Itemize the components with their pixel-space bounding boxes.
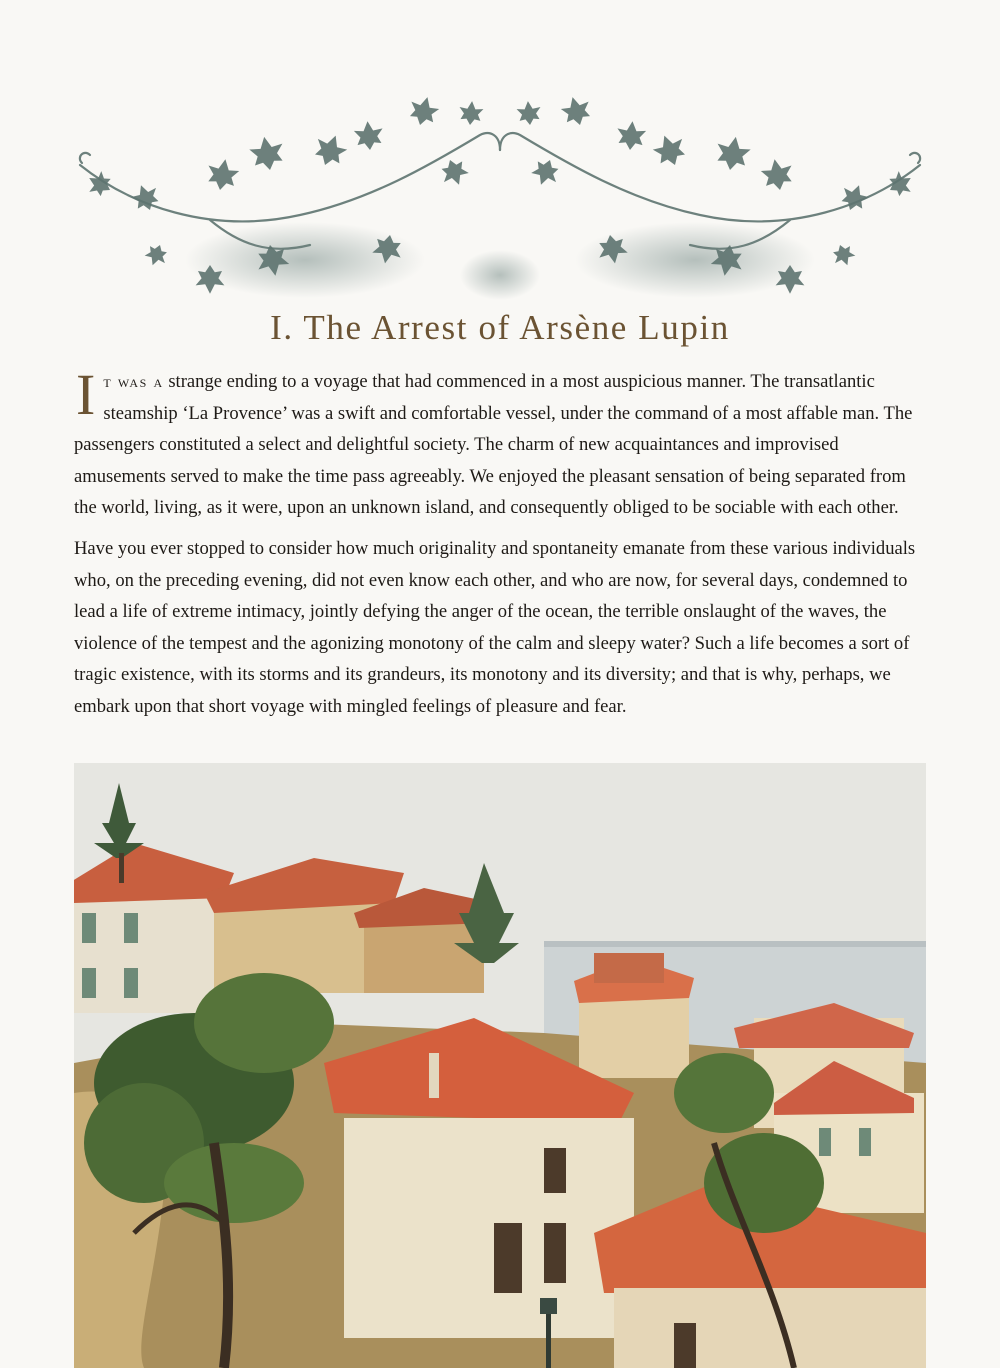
chapter-title: I. The Arrest of Arsène Lupin <box>270 308 730 347</box>
lead-in-smallcaps: t was a <box>103 372 164 391</box>
chapter-body <box>74 362 926 732</box>
village-painting <box>74 763 926 1368</box>
paragraph-1-text: strange ending to a voyage that had commenced in a most auspicious manner. The transatlantic steamship ‘La Provence’ was a swift and comfortable vessel, under the command of a most affable man. The passengers constituted a select and delightful society. The charm of new acquaintances and improvised amusements served to make the time pass agreeably. We enjoyed the pleasant sensation of being separated from the world, living, as it were, upon an unknown island, and consequently obliged to be sociable with each other. <box>74 371 913 519</box>
ivy-vine-ornament-icon <box>70 95 930 310</box>
paragraph-1 <box>74 362 926 524</box>
drop-cap: I <box>76 362 96 427</box>
paragraph-2: Have you ever stopped to consider how much originality and spontaneity emanate from these various individuals who, on the preceding evening, did not even know each other, and who are now, for several days, condemned to lead a life of extreme intimacy, jointly defying the anger of the ocean, the terrible onslaught of the waves, the violence of the tempest and the agonizing monotony of the calm and sleepy water? Such a life becomes a sort of tragic existence, with its storms and its grandeurs, its monotony and its diversity; and that is why, perhaps, we embark upon that short voyage with mingled feelings of pleasure and fear. <box>74 537 916 717</box>
